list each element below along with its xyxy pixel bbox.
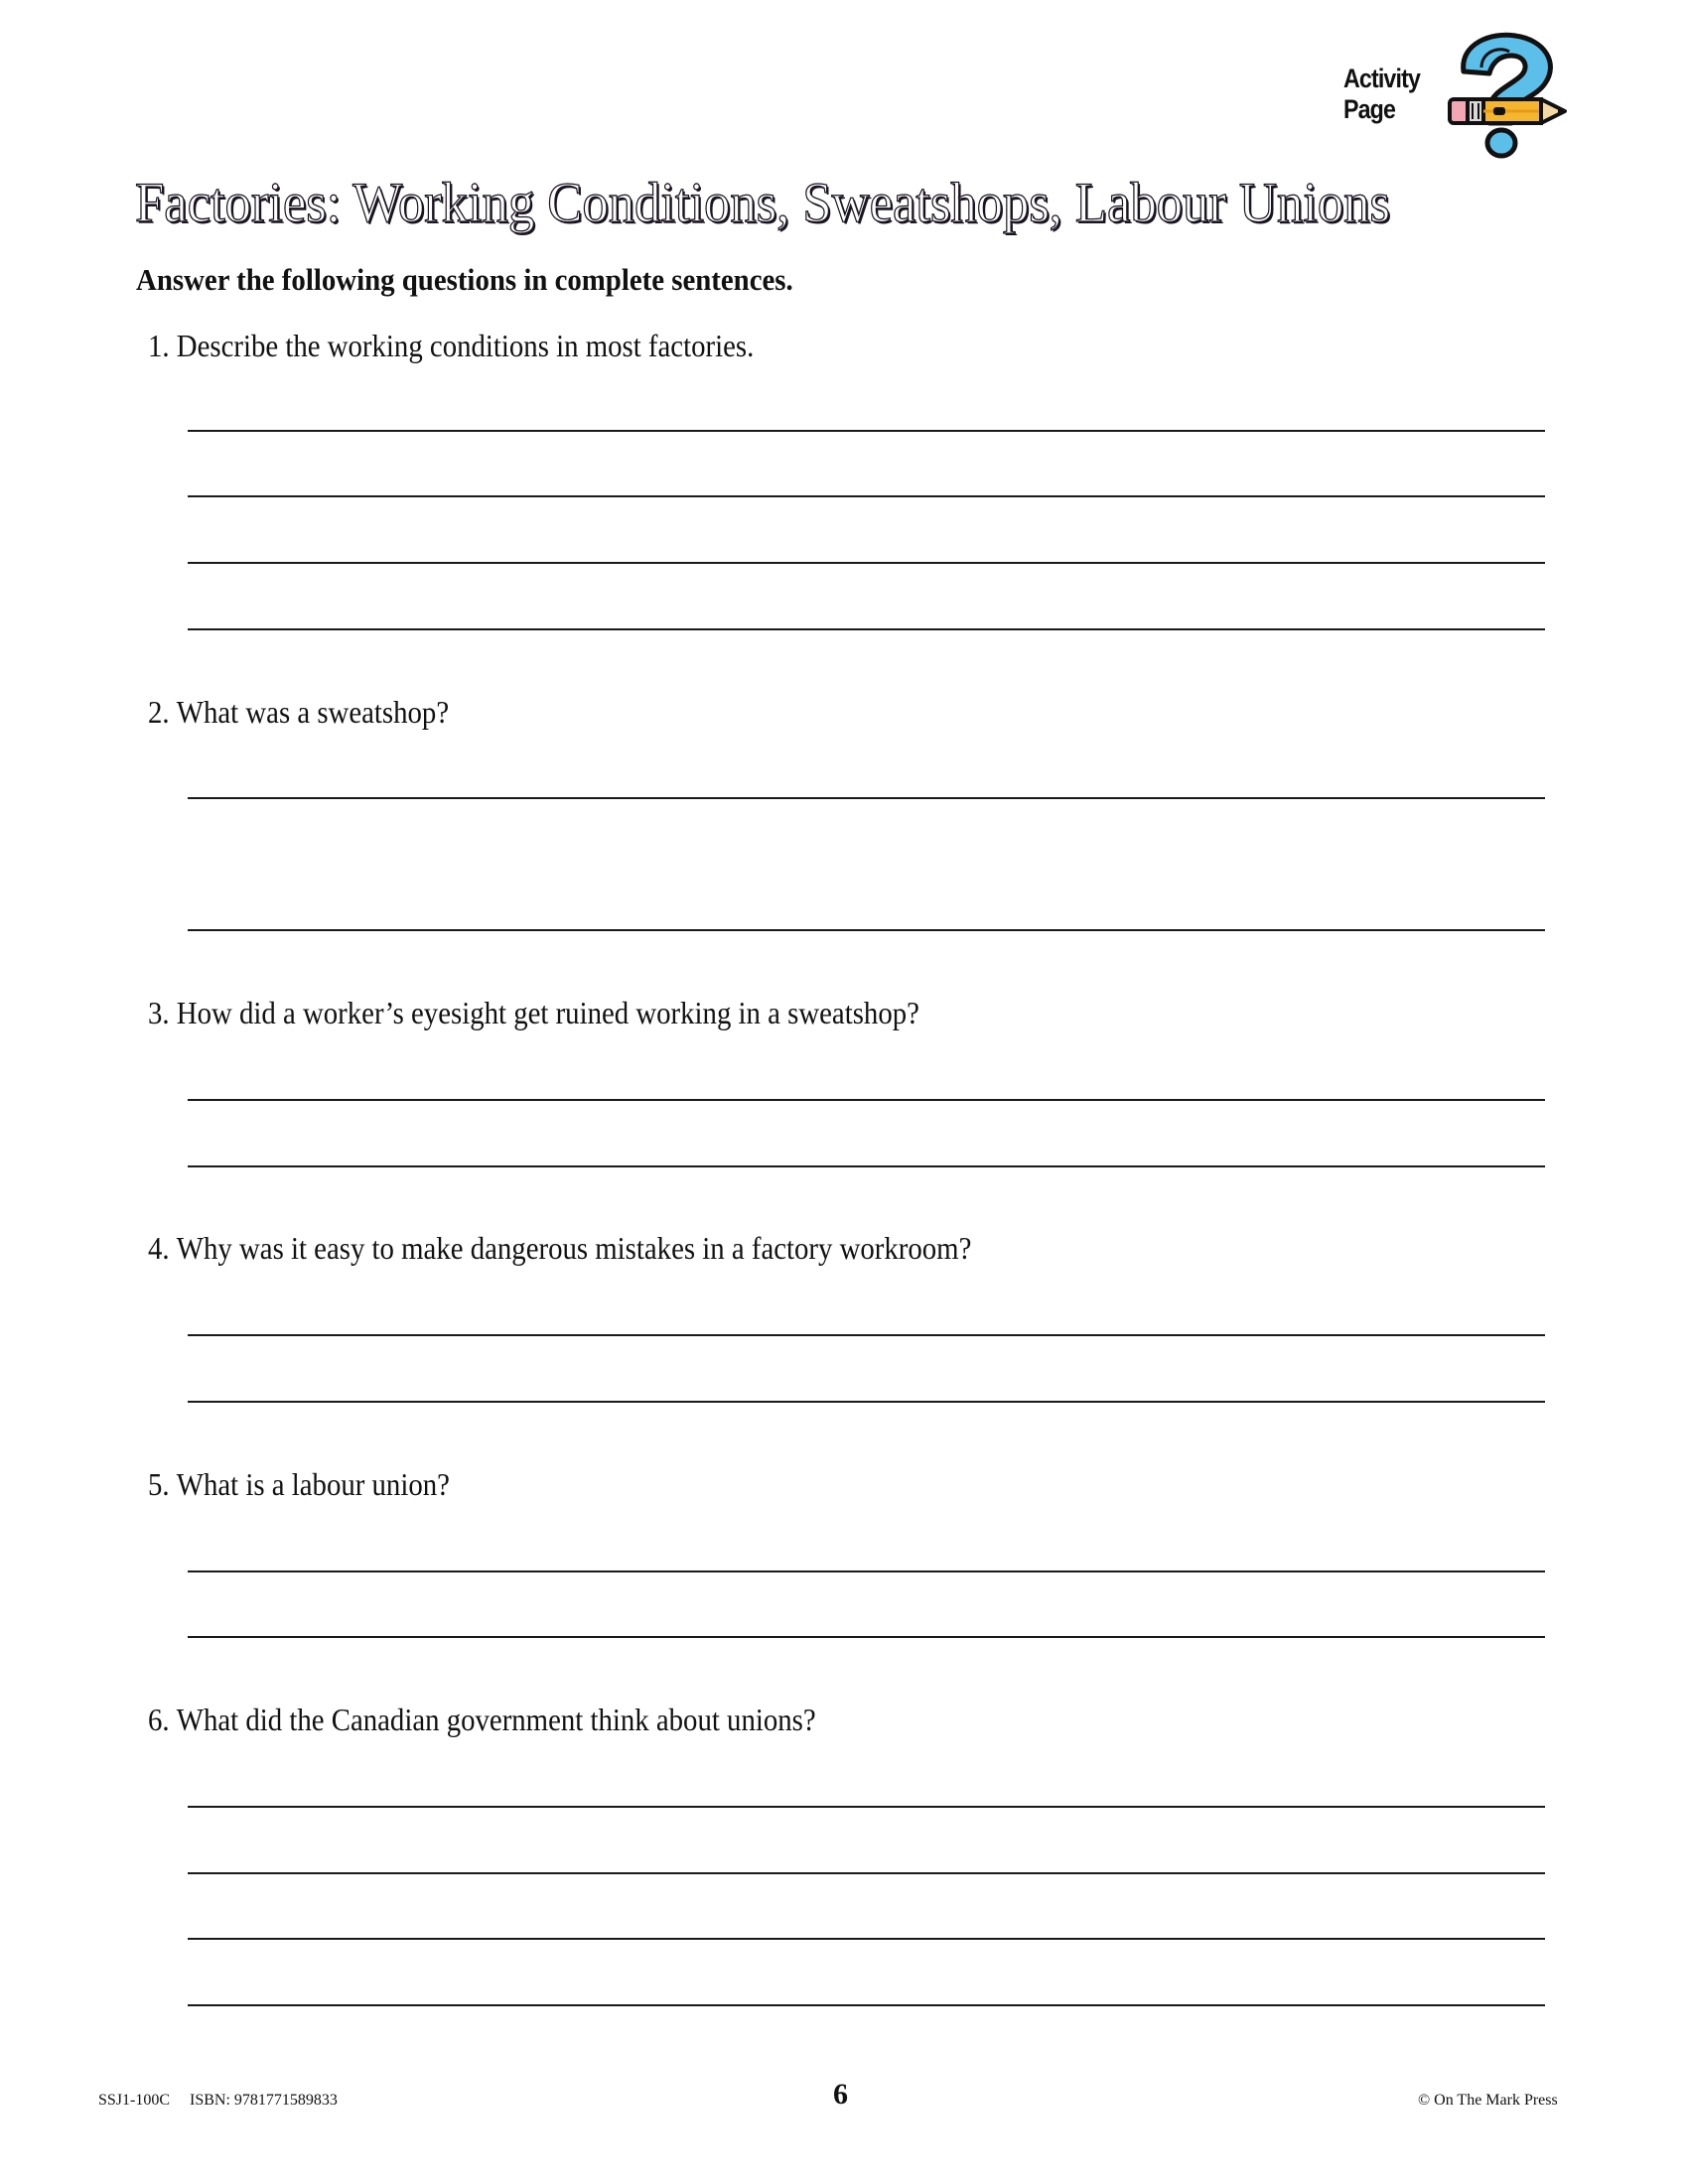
question-number: 3. (148, 995, 170, 1030)
instructions: Answer the following questions in complete sentences. (136, 262, 793, 297)
question-3 (148, 993, 919, 1032)
answer-line-q6-1[interactable] (188, 1806, 1545, 1808)
answer-line-q3-1[interactable] (188, 1099, 1545, 1101)
answer-line-q6-3[interactable] (188, 1938, 1545, 1940)
answer-line-q1-1[interactable] (188, 430, 1545, 432)
badge-line-activity: Activity (1343, 64, 1421, 93)
answer-line-q6-2[interactable] (188, 1872, 1545, 1874)
copyright: © On The Mark Press (1418, 2092, 1558, 2109)
question-number: 1. (148, 328, 170, 363)
question-number: 5. (148, 1466, 170, 1502)
question-text: Describe the working conditions in most factories. (176, 328, 755, 363)
question-number: 4. (148, 1230, 170, 1266)
isbn: ISBN: 9781771589833 (190, 2092, 338, 2109)
answer-line-q2-1[interactable] (188, 797, 1545, 799)
question-number: 2. (148, 694, 170, 730)
footer-product-info (98, 2091, 338, 2111)
question-text: What did the Canadian government think about unions? (176, 1702, 816, 1737)
question-2 (148, 692, 449, 732)
question-text: How did a worker’s eyesight get ruined working in a sweatshop? (176, 995, 919, 1030)
page-number: 6 (833, 2078, 848, 2111)
page-title: Factories: Working Conditions, Sweatshops, Labour Unions (135, 172, 1390, 234)
question-text: What is a labour union? (176, 1466, 450, 1502)
question-1 (148, 326, 754, 365)
answer-line-q1-4[interactable] (188, 628, 1545, 630)
answer-line-q1-3[interactable] (188, 562, 1545, 564)
question-6 (148, 1700, 816, 1739)
answer-line-q5-2[interactable] (188, 1636, 1545, 1638)
question-mark-pencil-icon (1442, 30, 1571, 161)
question-5 (148, 1464, 450, 1504)
product-code: SSJ1-100C (98, 2092, 171, 2109)
answer-line-q2-2[interactable] (188, 929, 1545, 931)
question-number: 6. (148, 1702, 170, 1737)
answer-line-q6-4[interactable] (188, 2004, 1545, 2006)
badge-line-page: Page (1343, 94, 1396, 124)
answer-line-q4-2[interactable] (188, 1401, 1545, 1403)
question-4 (148, 1228, 971, 1268)
question-text: What was a sweatshop? (176, 694, 450, 730)
activity-page-badge-label (1343, 64, 1420, 125)
answer-line-q3-2[interactable] (188, 1165, 1545, 1167)
answer-line-q1-2[interactable] (188, 495, 1545, 497)
answer-line-q4-1[interactable] (188, 1334, 1545, 1336)
question-text: Why was it easy to make dangerous mistakes in a factory workroom? (176, 1230, 972, 1266)
answer-line-q5-1[interactable] (188, 1570, 1545, 1572)
